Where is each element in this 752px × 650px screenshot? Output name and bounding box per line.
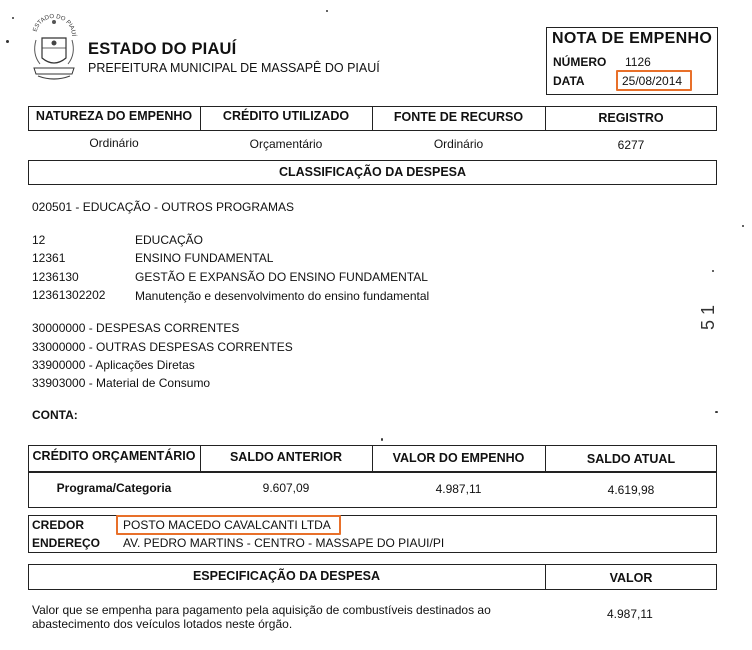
nota-title: NOTA DE EMPENHO <box>552 30 713 47</box>
margin-page-mark: 5 1 <box>698 304 718 330</box>
numero-label: NÚMERO <box>553 55 607 69</box>
expense-line-2: 33000000 - OUTRAS DESPESAS CORRENTES <box>32 340 293 354</box>
credito-header-orcamentario: CRÉDITO ORÇAMENTÁRIO <box>32 449 196 463</box>
especificacao-text-2: abastecimento dos veículos lotados neste órgão. <box>32 617 293 631</box>
code-12361302202-desc: Manutenção e desenvolvimento do ensino fundamental <box>135 289 430 303</box>
especificacao-valor: 4.987,11 <box>607 607 653 621</box>
especificacao-valor-label: VALOR <box>609 571 653 585</box>
code-12361: 12361 <box>32 251 66 265</box>
data-label: DATA <box>553 74 585 88</box>
svg-text:ESTADO DO PIAUÍ: ESTADO DO PIAUÍ <box>32 13 77 37</box>
especificacao-text-1: Valor que se empenha para pagamento pela aquisição de combustíveis destinados ao <box>32 603 491 617</box>
credito-header-valor-empenho: VALOR DO EMPENHO <box>392 451 525 465</box>
endereco-label: ENDEREÇO <box>32 536 101 550</box>
data-value: 25/08/2014 <box>622 74 683 88</box>
credor-label: CREDOR <box>32 518 85 532</box>
summary-value-credito: Orçamentário <box>249 137 323 151</box>
especificacao-title: ESPECIFICAÇÃO DA DESPESA <box>192 569 381 583</box>
municipality-name: PREFEITURA MUNICIPAL DE MASSAPÊ DO PIAUÍ <box>88 61 380 75</box>
summary-value-natureza: Ordinário <box>89 136 139 150</box>
program-line: 020501 - EDUCAÇÃO - OUTROS PROGRAMAS <box>32 200 295 214</box>
expense-line-4: 33903000 - Material de Consumo <box>32 376 211 390</box>
expense-line-3: 33900000 - Aplicações Diretas <box>32 358 195 372</box>
credito-row-label: Programa/Categoria <box>56 481 172 495</box>
summary-value-registro: 6277 <box>617 138 645 152</box>
expense-line-1: 30000000 - DESPESAS CORRENTES <box>32 321 240 335</box>
code-12-desc: EDUCAÇÃO <box>135 233 204 247</box>
summary-value-fonte: Ordinário <box>433 137 484 151</box>
code-12: 12 <box>32 233 46 247</box>
saldo-anterior-value: 9.607,09 <box>262 481 310 495</box>
classificacao-title: CLASSIFICAÇÃO DA DESPESA <box>278 165 467 179</box>
summary-header-natureza: NATUREZA DO EMPENHO <box>35 109 193 123</box>
credito-header-saldo-anterior: SALDO ANTERIOR <box>229 450 343 464</box>
summary-header-credito: CRÉDITO UTILIZADO <box>222 109 350 123</box>
code-1236130: 1236130 <box>32 270 79 284</box>
summary-header-fonte: FONTE DE RECURSO <box>393 110 524 124</box>
summary-header-registro: REGISTRO <box>598 111 664 125</box>
endereco-value: AV. PEDRO MARTINS - CENTRO - MASSAPE DO PIAUI/PI <box>123 536 445 550</box>
saldo-atual-value: 4.619,98 <box>607 483 655 497</box>
coat-of-arms-seal <box>28 10 80 84</box>
credor-value: POSTO MACEDO CAVALCANTI LTDA <box>123 518 331 532</box>
code-12361302202: 12361302202 <box>32 288 106 302</box>
code-12361-desc: ENSINO FUNDAMENTAL <box>135 251 274 265</box>
state-name: ESTADO DO PIAUÍ <box>88 40 237 58</box>
code-1236130-desc: GESTÃO E EXPANSÃO DO ENSINO FUNDAMENTAL <box>135 270 428 284</box>
credito-header-saldo-atual: SALDO ATUAL <box>586 452 676 466</box>
valor-empenho-value: 4.987,11 <box>435 482 482 496</box>
conta-label: CONTA: <box>32 408 78 422</box>
numero-value: 1126 <box>625 55 651 69</box>
